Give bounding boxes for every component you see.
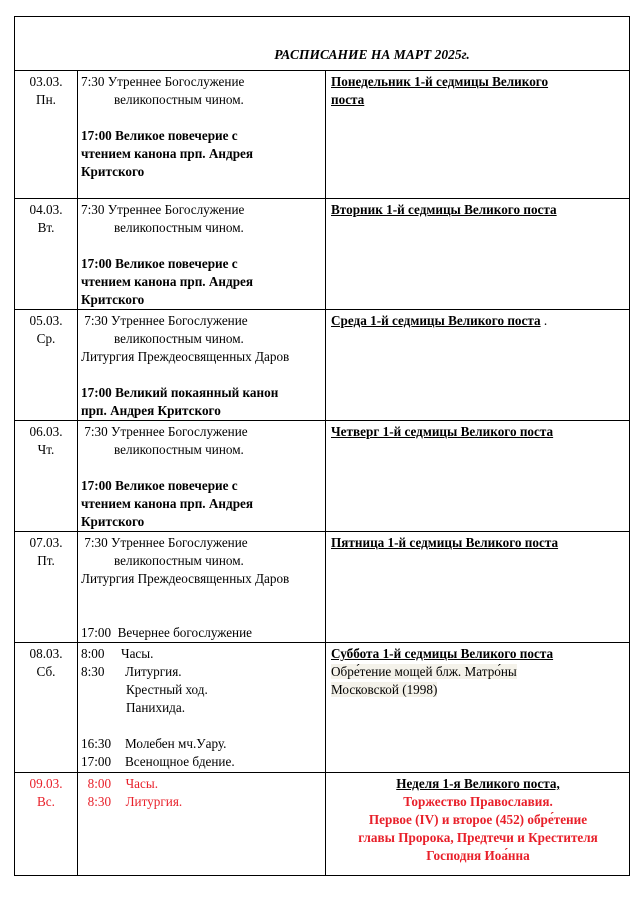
feast-cell bbox=[326, 532, 630, 643]
service-cont: великопостным чином. bbox=[114, 553, 244, 568]
feast-cell bbox=[326, 199, 630, 310]
service-time: 8:00 bbox=[81, 646, 105, 661]
service-time: 16:30 bbox=[81, 736, 112, 751]
feast-note-text: Московской (1998) bbox=[331, 682, 438, 697]
services-cell bbox=[78, 199, 326, 310]
service-time: 7:30 bbox=[84, 424, 108, 439]
date-cell bbox=[15, 421, 78, 532]
feast-line bbox=[331, 312, 625, 330]
feast-line: главы Пророка, Предтечи и Крестителя bbox=[358, 830, 598, 845]
services-cell bbox=[78, 71, 326, 199]
feast-line: Торжество Православия. bbox=[403, 794, 553, 809]
services-cell bbox=[78, 310, 326, 421]
date: 09.03. bbox=[29, 776, 63, 791]
service-line bbox=[81, 423, 325, 441]
service-time: 17:00 bbox=[81, 625, 112, 640]
page-title: РАСПИСАНИЕ НА МАРТ 2025г. bbox=[15, 17, 630, 71]
service-cont: великопостным чином. bbox=[114, 92, 244, 107]
feast-cell bbox=[326, 310, 630, 421]
service-text: Утреннее Богослужение bbox=[111, 313, 248, 328]
date: 07.03. bbox=[29, 535, 63, 550]
date: 08.03. bbox=[29, 646, 63, 661]
service-text: Литургия. bbox=[125, 794, 183, 809]
service-line bbox=[81, 534, 325, 552]
weekday: Вс. bbox=[37, 794, 55, 809]
service-line bbox=[81, 73, 325, 91]
service-line: Литургия Преждеосвященных Даров bbox=[81, 349, 290, 364]
weekday: Вт. bbox=[37, 220, 55, 235]
service-text: Великое повечерие с bbox=[115, 478, 238, 493]
schedule-sheet bbox=[14, 16, 629, 876]
service-time: 17:00 bbox=[81, 478, 112, 493]
service-text: Утреннее Богослужение bbox=[111, 535, 248, 550]
title-row bbox=[15, 17, 630, 71]
service-line bbox=[81, 753, 325, 771]
services-cell bbox=[78, 421, 326, 532]
feast-title: Среда 1-й седмицы Великого поста bbox=[331, 313, 541, 328]
service-line bbox=[81, 477, 325, 495]
schedule-table bbox=[14, 16, 630, 876]
weekday: Пн. bbox=[36, 92, 56, 107]
service-line bbox=[81, 735, 325, 753]
services-cell bbox=[78, 643, 326, 773]
day-row-0303 bbox=[15, 71, 630, 199]
feast-title: поста bbox=[331, 92, 365, 107]
date-cell bbox=[15, 532, 78, 643]
feast-title: Суббота 1-й седмицы Великого поста bbox=[331, 646, 554, 661]
service-time: 8:30 bbox=[87, 794, 112, 809]
day-row-0703 bbox=[15, 532, 630, 643]
service-line bbox=[81, 624, 325, 642]
day-row-0403 bbox=[15, 199, 630, 310]
service-cont: великопостным чином. bbox=[114, 331, 244, 346]
service-text: Утреннее Богослужение bbox=[107, 74, 245, 89]
date-cell bbox=[15, 310, 78, 421]
date: 03.03. bbox=[29, 74, 63, 89]
day-row-0903 bbox=[15, 773, 630, 876]
service-time: 17:00 bbox=[81, 256, 112, 271]
feast-suffix: . bbox=[540, 313, 548, 328]
service-cont: Панихида. bbox=[126, 700, 186, 715]
service-time: 7:30 bbox=[81, 202, 105, 217]
feast-note-text: Обре́тение мощей блж. Матро́ны bbox=[331, 664, 517, 679]
service-cont: чтением канона прп. Андрея bbox=[81, 146, 254, 161]
service-line bbox=[81, 255, 325, 273]
service-text: Великое повечерие с bbox=[115, 128, 238, 143]
service-cont: прп. Андрея Критского bbox=[81, 403, 221, 418]
service-time: 7:30 bbox=[84, 313, 108, 328]
service-time: 17:00 bbox=[81, 754, 112, 769]
service-time: 17:00 bbox=[81, 128, 112, 143]
services-cell bbox=[78, 773, 326, 876]
feast-note bbox=[331, 681, 625, 699]
weekday: Пт. bbox=[37, 553, 55, 568]
service-time: 8:00 bbox=[87, 776, 112, 791]
service-cont: Критского bbox=[81, 164, 145, 179]
service-cont: Критского bbox=[81, 292, 145, 307]
service-line bbox=[81, 645, 325, 663]
service-text: Утреннее Богослужение bbox=[111, 424, 248, 439]
service-cont: великопостным чином. bbox=[114, 220, 244, 235]
day-row-0603 bbox=[15, 421, 630, 532]
date: 06.03. bbox=[29, 424, 63, 439]
service-text: Утреннее Богослужение bbox=[107, 202, 245, 217]
feast-title: Неделя 1-я Великого поста, bbox=[396, 776, 560, 791]
service-cont: чтением канона прп. Андрея bbox=[81, 274, 254, 289]
service-cont: великопостным чином. bbox=[114, 442, 244, 457]
date-cell bbox=[15, 71, 78, 199]
feast-cell bbox=[326, 421, 630, 532]
service-line bbox=[81, 384, 325, 402]
service-line: Литургия Преждеосвященных Даров bbox=[81, 571, 290, 586]
date: 04.03. bbox=[29, 202, 63, 217]
service-text: Великий покаянный канон bbox=[115, 385, 279, 400]
service-text: Молебен мч.Уару. bbox=[125, 736, 227, 751]
weekday: Чт. bbox=[37, 442, 55, 457]
feast-title: Понедельник 1-й седмицы Великого bbox=[331, 74, 549, 89]
day-row-0503 bbox=[15, 310, 630, 421]
feast-line: Первое (IV) и второе (452) обре́тение bbox=[368, 812, 588, 827]
services-cell bbox=[78, 532, 326, 643]
service-line bbox=[81, 663, 325, 681]
service-line bbox=[81, 201, 325, 219]
service-cont: Крестный ход. bbox=[126, 682, 208, 697]
service-line bbox=[81, 127, 325, 145]
feast-cell bbox=[326, 773, 630, 876]
feast-title: Вторник 1-й седмицы Великого поста bbox=[331, 202, 557, 217]
service-text: Вечернее богослужение bbox=[117, 625, 253, 640]
service-line bbox=[81, 312, 325, 330]
service-cont: чтением канона прп. Андрея bbox=[81, 496, 254, 511]
service-line bbox=[81, 793, 325, 811]
feast-title: Пятница 1-й седмицы Великого поста bbox=[331, 535, 559, 550]
service-text: Литургия. bbox=[125, 664, 182, 679]
weekday: Сб. bbox=[36, 664, 56, 679]
weekday: Ср. bbox=[36, 331, 56, 346]
service-time: 7:30 bbox=[84, 535, 108, 550]
date-cell bbox=[15, 199, 78, 310]
service-line bbox=[81, 775, 325, 793]
service-text: Всенощное бдение. bbox=[125, 754, 235, 769]
feast-note bbox=[331, 663, 625, 681]
service-time: 8:30 bbox=[81, 664, 105, 679]
feast-line: Господня Иоа́нна bbox=[426, 848, 530, 863]
feast-title: Четверг 1-й седмицы Великого поста bbox=[331, 424, 554, 439]
date-cell bbox=[15, 773, 78, 876]
service-text: Часы. bbox=[125, 776, 159, 791]
feast-cell bbox=[326, 643, 630, 773]
day-row-0803 bbox=[15, 643, 630, 773]
date-cell bbox=[15, 643, 78, 773]
service-time: 17:00 bbox=[81, 385, 112, 400]
service-text: Великое повечерие с bbox=[115, 256, 238, 271]
date: 05.03. bbox=[29, 313, 63, 328]
feast-cell bbox=[326, 71, 630, 199]
service-time: 7:30 bbox=[81, 74, 105, 89]
service-cont: Критского bbox=[81, 514, 145, 529]
service-text: Часы. bbox=[121, 646, 154, 661]
